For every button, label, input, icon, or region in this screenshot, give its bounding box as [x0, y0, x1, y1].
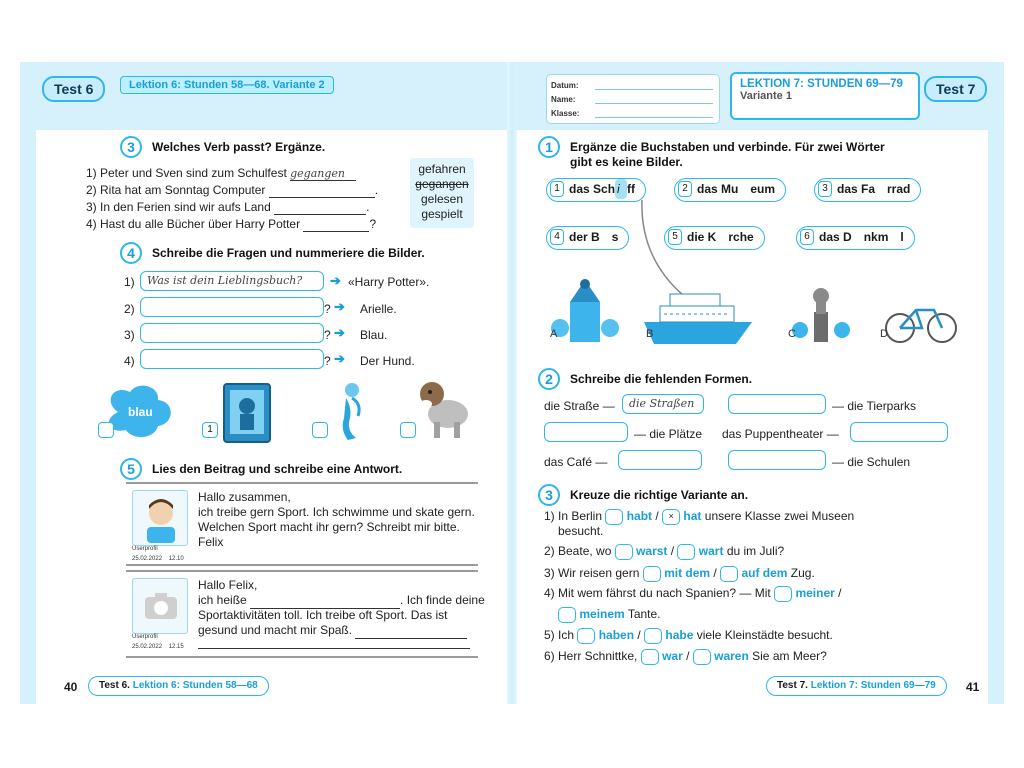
footer-lesson: Lektion 6: Stunden 58—68	[132, 680, 258, 691]
side-band	[988, 130, 1004, 704]
exercise-number: 5	[120, 458, 142, 480]
option-checkbox[interactable]	[720, 566, 738, 582]
form-label: das Puppentheater —	[722, 427, 839, 441]
exercise-number: 3	[538, 484, 560, 506]
monument-picture	[790, 276, 850, 346]
singular-input[interactable]	[728, 394, 826, 414]
post-time: 12.15	[168, 644, 184, 650]
connector-line	[634, 198, 694, 298]
lesson-variant: Variante 1	[740, 90, 792, 102]
answer-blank[interactable]: gegangen	[290, 167, 356, 181]
word-part: rrad	[887, 182, 911, 196]
answer-text: Der Hund.	[360, 354, 415, 368]
church-picture	[550, 272, 620, 348]
sentence-text: 3) In den Ferien sind wir aufs Land	[86, 200, 271, 214]
arrow-right-icon: ➔	[330, 273, 341, 288]
word-part: die K	[687, 230, 717, 244]
exercise-title: Ergänze die Buchstaben und verbinde. Für zwei Wörter	[570, 140, 885, 154]
option-label: meiner	[795, 586, 835, 601]
picture-label: A	[550, 328, 558, 340]
option-checkbox[interactable]	[558, 607, 576, 623]
post-text: gesund und macht mir Spaß.	[198, 623, 353, 637]
option-label: mit dem	[664, 566, 711, 581]
choice-line: 5) Ich haben / habe viele Kleinstädte besucht.	[544, 628, 833, 643]
choice-line	[558, 607, 661, 623]
post-text: . Ich finde deine	[400, 593, 485, 607]
test-tab: Test 6	[42, 76, 105, 102]
exercise-title: gibt es keine Bilder.	[570, 155, 683, 169]
answer-line[interactable]	[198, 648, 470, 649]
word-number: 4	[550, 229, 564, 245]
answer-text: Arielle.	[360, 302, 397, 316]
option-checkbox[interactable]	[644, 628, 662, 644]
lesson-tab: Lektion 6: Stunden 58—68. Variante 2	[120, 76, 334, 94]
ship-picture	[640, 286, 756, 348]
row-number: 3)	[124, 328, 135, 342]
question-mark: ?	[324, 354, 331, 368]
footer-label	[88, 676, 269, 696]
exercise-title: Welches Verb passt? Ergänze.	[152, 140, 326, 154]
choice-line: 1) In Berlin habt / × hat unsere Klasse zwei Museen	[544, 509, 855, 524]
lesson-box	[730, 72, 920, 120]
post-date: 25.02.2022	[132, 644, 163, 650]
word-part: das Mu	[697, 182, 739, 196]
post-datetime	[132, 556, 184, 562]
workbook-spread	[20, 62, 1004, 704]
class-label: Klasse:	[551, 109, 580, 118]
word-bank-item: gespielt	[421, 207, 463, 221]
option-checkbox[interactable]	[643, 566, 661, 582]
right-page	[514, 62, 1004, 704]
word-pill[interactable]	[546, 226, 629, 250]
exercise-title: Kreuze die richtige Variante an.	[570, 488, 749, 502]
answer-blank[interactable]	[303, 217, 369, 232]
post-datetime	[132, 644, 184, 650]
picture-number-box[interactable]	[98, 422, 114, 438]
word-part: das Sch	[569, 182, 616, 196]
avatar	[132, 490, 188, 546]
option-label: warst	[636, 544, 668, 559]
arrow-right-icon: ➔	[334, 351, 345, 366]
sentence-text: 1) Peter und Sven sind zum Schulfest	[86, 166, 287, 180]
word-part: der B	[569, 230, 600, 244]
option-checkbox[interactable]: ×	[662, 509, 680, 525]
footer-label	[766, 676, 947, 696]
question-mark: ?	[369, 217, 377, 231]
sentence-line	[86, 217, 376, 232]
form-label: — die Tierparks	[832, 399, 917, 413]
word-part: das Fa	[837, 182, 876, 196]
option-label: auf dem	[741, 566, 788, 581]
form-label: — die Schulen	[832, 455, 911, 469]
user-profile-label: Userprofil	[132, 634, 158, 640]
word-part: das D	[819, 230, 852, 244]
plural-input[interactable]	[618, 450, 702, 470]
picture-label: C	[788, 328, 796, 340]
choice-text: viele Kleinstädte besucht.	[696, 628, 833, 643]
letter-blank[interactable]: i	[615, 179, 627, 199]
exercise-number: 2	[538, 368, 560, 390]
option-checkbox[interactable]	[774, 586, 792, 602]
post-date: 25.02.2022	[132, 556, 163, 562]
picture-label: B	[646, 328, 654, 340]
question-mark: ?	[324, 302, 331, 316]
sentence-text: 4) Hast du alle Bücher über Harry Potter	[86, 217, 301, 231]
sentence-line: 3) In den Ferien sind wir aufs Land .	[86, 200, 370, 214]
option-checkbox[interactable]	[693, 649, 711, 665]
date-field[interactable]	[595, 89, 713, 90]
answer-blank[interactable]	[269, 183, 375, 198]
page-number: 41	[966, 680, 980, 694]
choice-text: 3) Wir reisen gern	[544, 566, 640, 581]
choice-text: Sie am Meer?	[752, 649, 827, 664]
word-number: 2	[678, 181, 692, 197]
choice-text: 1) In Berlin	[544, 509, 603, 524]
word-pill[interactable]	[814, 178, 921, 202]
exercise-number: 3	[120, 136, 142, 158]
forum-reply	[126, 570, 485, 658]
name-field[interactable]	[595, 103, 713, 104]
post-line: Hallo zusammen,	[198, 490, 291, 504]
post-line: Sportaktivitäten toll. Ich treibe oft Sport. Das ist	[198, 608, 448, 622]
option-label: wart	[698, 544, 724, 559]
option-label: war	[662, 649, 683, 664]
name-blank[interactable]	[250, 593, 400, 609]
singular-input[interactable]	[544, 422, 628, 442]
camera-icon	[133, 579, 189, 635]
plural-input[interactable]: die Straßen	[622, 394, 704, 414]
word-pill[interactable]	[546, 178, 646, 202]
word-bank-item: gefahren	[418, 162, 466, 176]
choice-line: 3) Wir reisen gern mit dem / auf dem Zug.	[544, 566, 815, 581]
question-mark: ?	[324, 328, 331, 342]
option-checkbox[interactable]	[641, 649, 659, 665]
post-line: Hallo Felix,	[198, 578, 258, 592]
forum-post	[126, 482, 478, 566]
option-label: meinem	[579, 607, 625, 622]
question-input[interactable]	[140, 349, 324, 369]
plural-input[interactable]	[850, 422, 948, 442]
answer-text: Blau.	[360, 328, 388, 342]
word-part: l	[900, 230, 904, 244]
choice-text: du im Juli?	[726, 544, 785, 559]
sentence-text: 2) Rita hat am Sonntag Computer	[86, 183, 266, 197]
singular-input[interactable]	[728, 450, 826, 470]
row-number: 2)	[124, 302, 135, 316]
blob-label: blau	[128, 405, 153, 419]
date-label: Datum:	[551, 81, 579, 90]
option-checkbox[interactable]	[615, 544, 633, 560]
exercise-title: Lies den Beitrag und schreibe eine Antwort.	[152, 462, 403, 476]
choice-line: 4) Mit wem fährst du nach Spanien? — Mit meiner /	[544, 586, 842, 601]
post-line: Felix	[198, 535, 224, 549]
mermaid-picture	[326, 378, 376, 444]
sentence-line: 2) Rita hat am Sonntag Computer .	[86, 183, 379, 197]
word-part: nkm	[863, 230, 889, 244]
picture-number-box[interactable]: 1	[202, 422, 218, 438]
option-checkbox[interactable]	[577, 628, 595, 644]
left-page	[20, 62, 510, 704]
user-profile-label: Userprofil	[132, 546, 158, 552]
choice-line: 2) Beate, wo warst / wart du im Juli?	[544, 544, 785, 559]
footer-lesson: Lektion 7: Stunden 69—79	[810, 680, 936, 691]
choice-text: besucht.	[558, 524, 604, 538]
choice-text: 6) Herr Schnittke,	[544, 649, 638, 664]
word-number: 6	[800, 229, 814, 245]
choice-text: Tante.	[627, 607, 661, 622]
sentence-line	[86, 166, 356, 181]
arrow-right-icon: ➔	[334, 299, 345, 314]
choice-text: 5) Ich	[544, 628, 575, 643]
option-checkbox[interactable]	[605, 509, 623, 525]
name-label: Name:	[551, 95, 576, 104]
choice-text: 2) Beate, wo	[544, 544, 612, 559]
word-number: 5	[668, 229, 682, 245]
question-input[interactable]: Was ist dein Lieblingsbuch?	[140, 271, 324, 291]
word-part: rche	[728, 230, 754, 244]
answer-blank[interactable]	[355, 623, 467, 639]
lesson-title: LEKTION 7: STUNDEN 69—79	[740, 78, 903, 90]
post-line: Welchen Sport macht ihr gern? Schreibt mir bitte.	[198, 520, 460, 534]
post-time: 12.10	[168, 556, 184, 562]
boy-avatar-icon	[133, 491, 189, 547]
word-bank-item: gegangen	[415, 177, 469, 191]
choice-text: Zug.	[790, 566, 815, 581]
word-bank-item: gelesen	[420, 192, 464, 206]
arrow-right-icon: ➔	[334, 325, 345, 340]
exercise-number: 4	[120, 242, 142, 264]
word-part: s	[611, 230, 619, 244]
answer-text: «Harry Potter».	[348, 275, 430, 289]
post-line: ich treibe gern Sport. Ich schwimme und skate gern.	[198, 505, 475, 519]
option-label: waren	[714, 649, 749, 664]
word-number: 1	[550, 181, 564, 197]
dog-picture	[412, 374, 478, 442]
student-info-box	[546, 74, 720, 124]
form-label: die Straße —	[544, 399, 615, 413]
option-checkbox[interactable]	[677, 544, 695, 560]
class-field[interactable]	[595, 117, 713, 118]
avatar	[132, 578, 188, 634]
question-input[interactable]	[140, 323, 324, 343]
test-tab: Test 7	[924, 76, 987, 102]
row-number: 1)	[124, 275, 135, 289]
exercise-title: Schreibe die Fragen und nummeriere die Bilder.	[152, 246, 425, 260]
question-input[interactable]	[140, 297, 324, 317]
bicycle-picture	[884, 298, 960, 346]
option-label: haben	[598, 628, 635, 643]
post-text: ich heiße	[198, 593, 247, 607]
choice-line: 6) Herr Schnittke, war / waren Sie am Meer?	[544, 649, 827, 664]
page-number: 40	[64, 680, 78, 694]
footer-test: Test 7.	[777, 680, 808, 691]
word-pill[interactable]	[796, 226, 915, 250]
choice-text: unsere Klasse zwei Museen	[704, 509, 855, 524]
form-label: das Café —	[544, 455, 608, 469]
word-part: ff	[627, 182, 636, 196]
option-label: hat	[683, 509, 702, 524]
choice-text: 4) Mit wem fährst du nach Spanien? — Mit	[544, 586, 771, 601]
post-line	[198, 593, 485, 609]
exercise-title: Schreibe die fehlenden Formen.	[570, 372, 753, 386]
form-label: — die Plätze	[634, 427, 703, 441]
option-label: habt	[626, 509, 653, 524]
book-picture	[220, 380, 276, 446]
post-line	[198, 623, 467, 639]
word-part: eum	[750, 182, 776, 196]
word-number: 3	[818, 181, 832, 197]
picture-label: D	[880, 328, 888, 340]
row-number: 4)	[124, 354, 135, 368]
exercise-number: 1	[538, 136, 560, 158]
option-label: habe	[665, 628, 694, 643]
footer-test: Test 6.	[99, 680, 130, 691]
word-bank	[410, 158, 474, 228]
answer-blank[interactable]	[274, 200, 366, 215]
side-band	[20, 130, 36, 704]
